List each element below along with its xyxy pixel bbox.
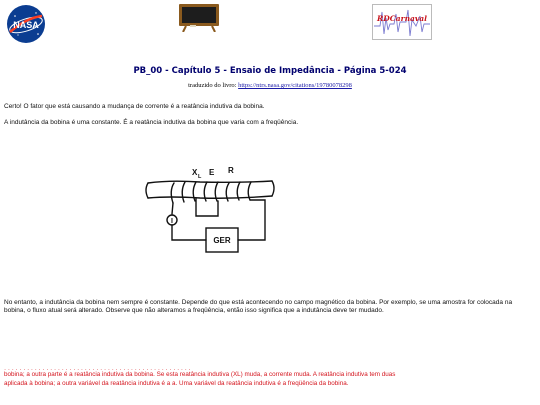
red-text-line-2c: da bobina. <box>319 380 349 387</box>
label-r: R <box>228 166 234 175</box>
paragraph-2: A indutância da bobina é uma constante. É a reatância indutiva da bobina que varia com a freqüência. <box>4 119 299 126</box>
red-text-line-2b: a. Uma variável da reatância indutiva é a freqüência <box>172 380 318 387</box>
paragraph-3: No entanto, a indutância da bobina nem sempre é constante. Depende do que está acontecendo no campo magnético da bobina. Por exemplo, se uma amostra for colocada na bobina, o fluxo atual será alterado. Observe que não alteramos a freqüência, então isso significa que a indutância deve ter mudado. <box>4 299 513 315</box>
red-text-line-2a: aplicada à bobina; a outra variável da reatância indutiva é a <box>4 380 171 387</box>
label-xl-subscript: L <box>198 174 202 180</box>
generator-label: GER <box>213 236 231 245</box>
nasa-logo <box>6 4 46 44</box>
source-credit <box>0 82 540 89</box>
rdcarnaval-logo <box>372 4 432 40</box>
paragraph-1: Certo! O fator que está causando a mudança de corrente é a reatância indutiva da bobina. <box>4 103 265 110</box>
label-xl: X <box>192 168 198 177</box>
credit-prefix: traduzido do livro: <box>188 82 239 89</box>
red-text-block <box>4 365 534 388</box>
page-title: PB_00 - Capítulo 5 - Ensaio de Impedância - Página 5-024 <box>133 66 407 76</box>
meter-label: I <box>171 218 173 225</box>
source-link[interactable]: https://ntrs.nasa.gov/citations/19780078298 <box>238 82 352 89</box>
red-text-line-2 <box>4 379 534 388</box>
coil-circuit-diagram <box>140 158 280 254</box>
red-text-clipped: · · · · · · · · · · · · · · · · · · · · · · · · · · · · · · · · · · · · · · · · · · · · · · · · · <box>4 366 191 370</box>
label-e: E <box>209 168 215 177</box>
svg-text:RDCarnaval: RDCarnaval <box>377 14 427 23</box>
chalkboard-icon <box>176 2 222 32</box>
red-text-line-1: bobina; a outra parte é a reatância indutiva da bobina. Se esta reatância indutiva (XL) muda, a corrente muda. A reatância indutiva tem duas <box>4 371 396 378</box>
svg-text:NASA: NASA <box>13 20 39 30</box>
